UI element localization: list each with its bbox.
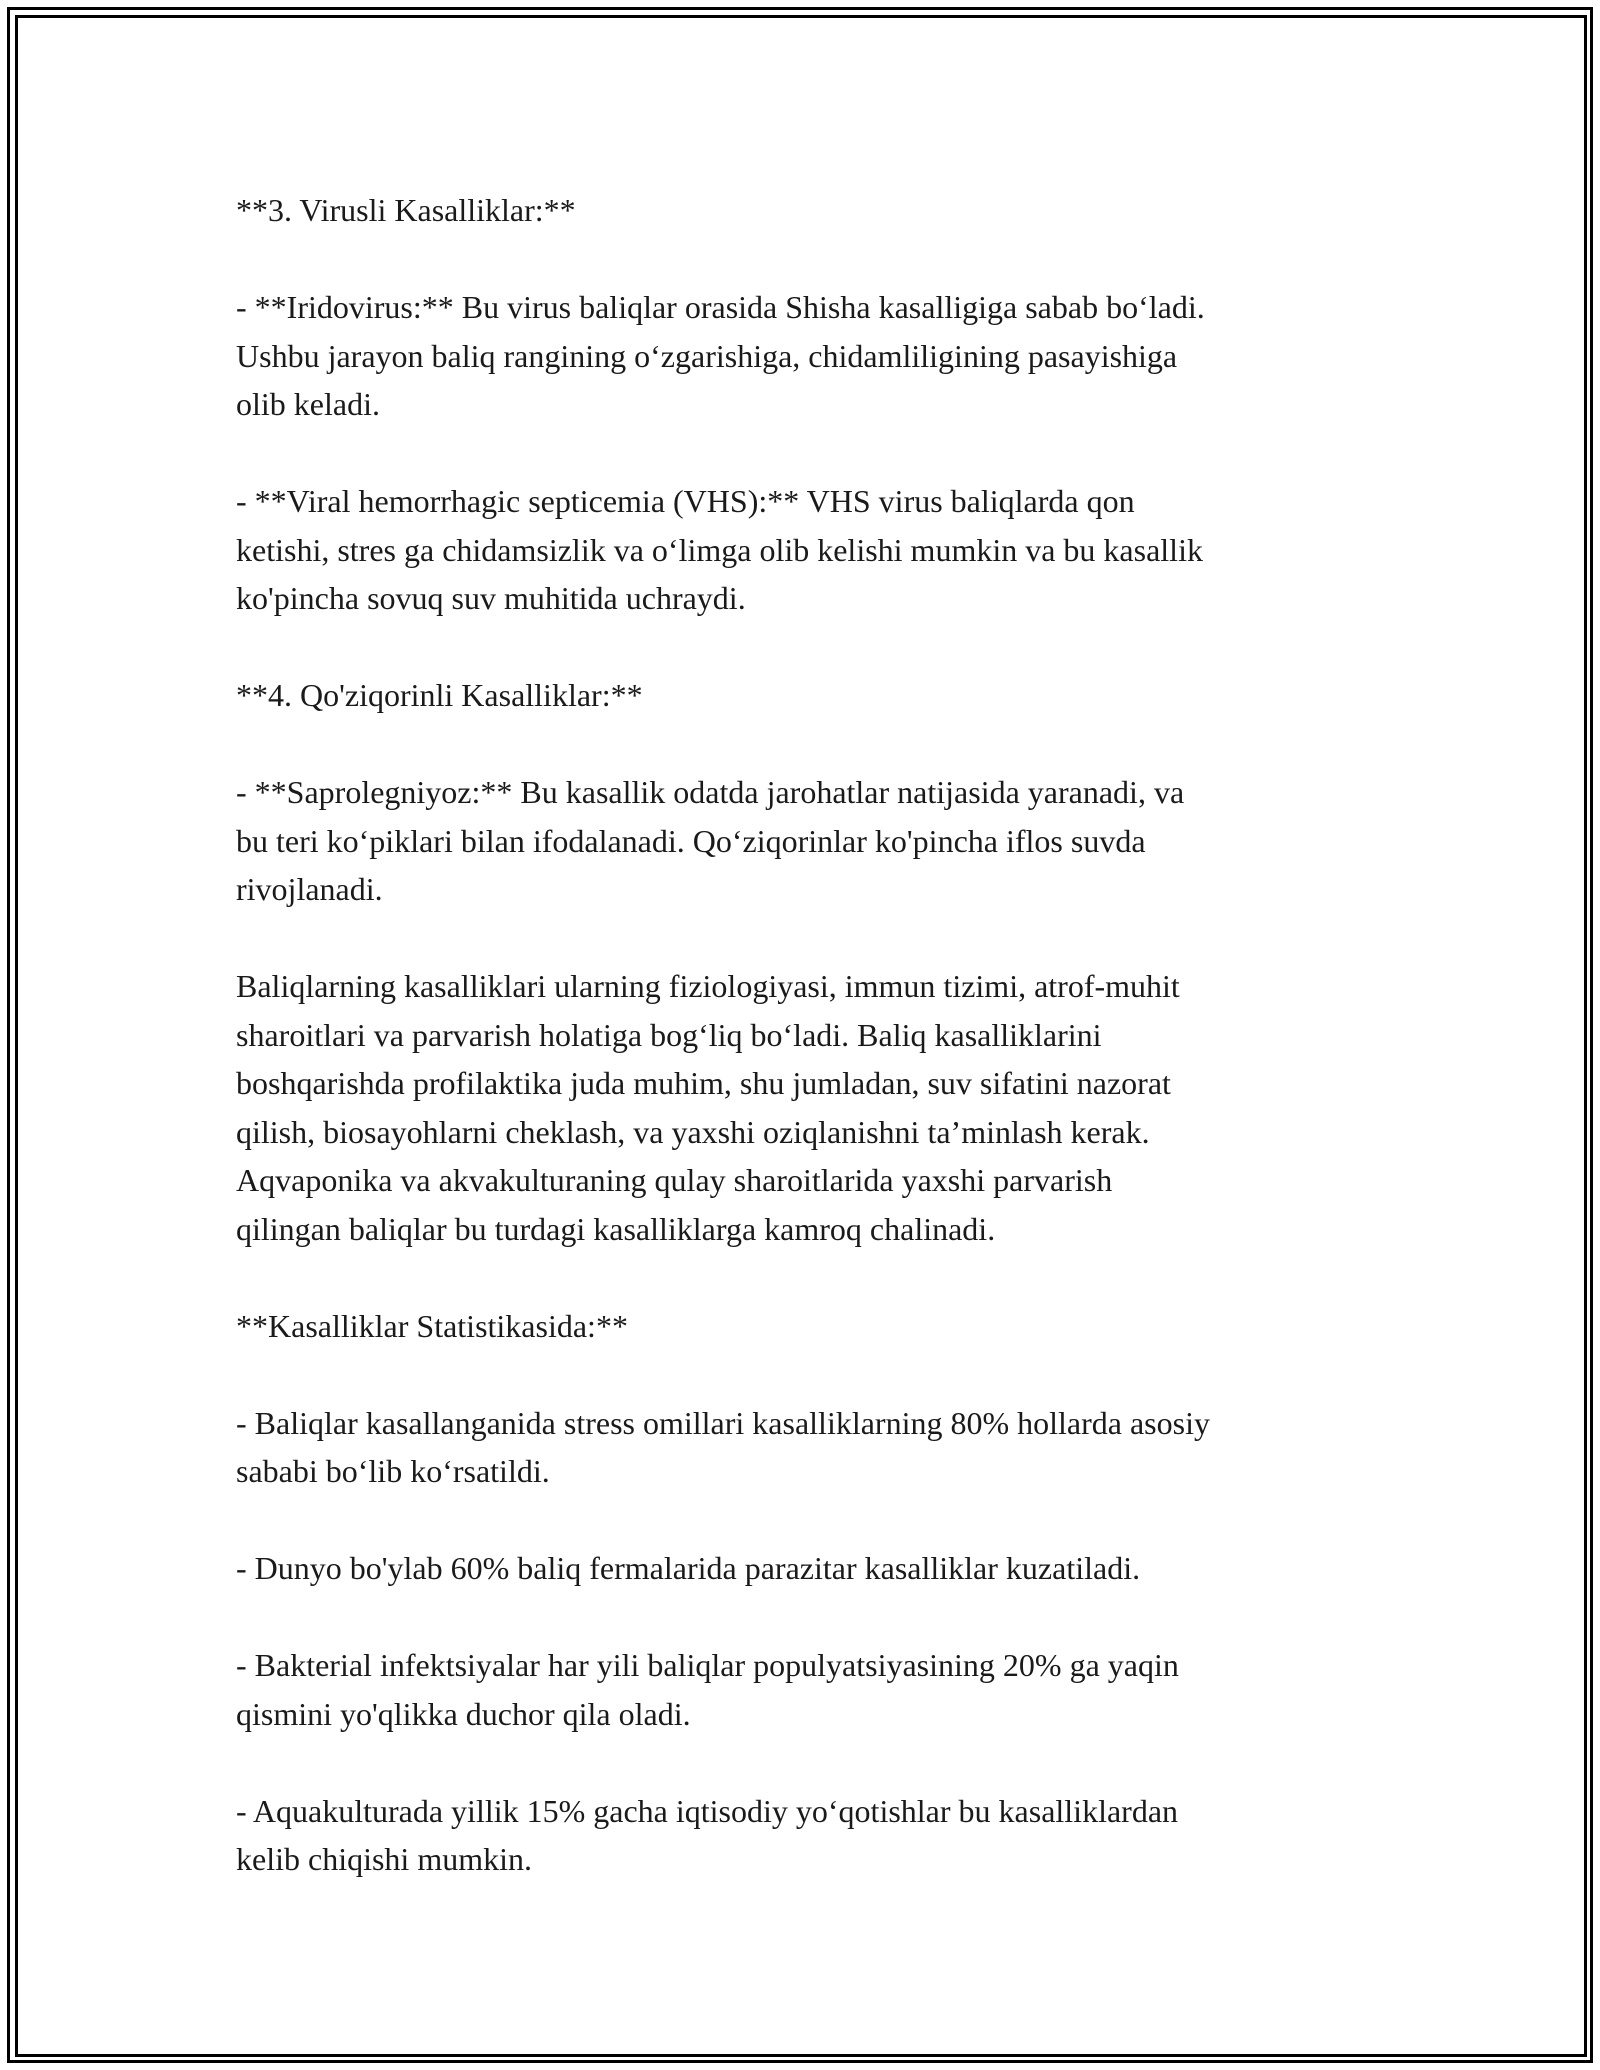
list-item-stat-economic: - Aquakulturada yillik 15% gacha iqtisodiy yo‘qotishlar bu kasalliklardan kelib chiqishi mumkin. xyxy=(236,1792,1179,1877)
body-paragraph-summary: Baliqlarning kasalliklari ularning fiziologiyasi, immun tizimi, atrof-muhit sharoitlari va parvarish holatiga bog‘liq bo‘ladi. Baliq kasalliklarini boshqarishda profilaktika juda muhim, shu jumladan, suv sifatini nazorat qilish, biosayohlarni cheklash, va yaxshi oziqlanishni ta’minlash kerak. Aqvaponika va akvakulturaning qulay sharoitlarida yaxshi parvarish qilingan baliqlar bu turdagi kasalliklarga kamroq chalinadi. xyxy=(236,968,1180,1247)
section-heading-viral: **3. Virusli Kasalliklar:** xyxy=(236,192,576,228)
list-item-stat-parasitic: - Dunyo bo'ylab 60% baliq fermalarida parazitar kasalliklar kuzatiladi. xyxy=(236,1550,1141,1586)
list-item-stat-stress: - Baliqlar kasallanganida stress omillari kasalliklarning 80% hollarda asosiy sababi bo‘lib ko‘rsatildi. xyxy=(236,1404,1210,1489)
list-item-iridovirus: - **Iridovirus:** Bu virus baliqlar orasida Shisha kasalligiga sabab bo‘ladi. Ushbu jarayon baliq rangining o‘zgarishiga, chidamliligining pasayishiga olib keladi. xyxy=(236,289,1205,422)
list-item-vhs: - **Viral hemorrhagic septicemia (VHS):** VHS virus baliqlarda qon ketishi, stres ga chidamsizlik va o‘limga olib kelishi mumkin va bu kasallik ko'pincha sovuq suv muhitida uchraydi. xyxy=(236,483,1203,616)
section-heading-fungal: **4. Qo'ziqorinli Kasalliklar:** xyxy=(236,677,643,713)
list-item-saprolegniyoz: - **Saprolegniyoz:** Bu kasallik odatda jarohatlar natijasida yaranadi, va bu teri ko‘piklari bilan ifodalanadi. Qo‘ziqorinlar ko'pincha iflos suvda rivojlanadi. xyxy=(236,774,1185,907)
section-heading-statistics: **Kasalliklar Statistikasida:** xyxy=(236,1307,628,1344)
list-item-stat-bacterial: - Bakterial infektsiyalar har yili baliqlar populyatsiyasining 20% ga yaqin qismini yo'qlikka duchor qila oladi. xyxy=(236,1647,1179,1732)
document-body xyxy=(236,186,1360,1932)
